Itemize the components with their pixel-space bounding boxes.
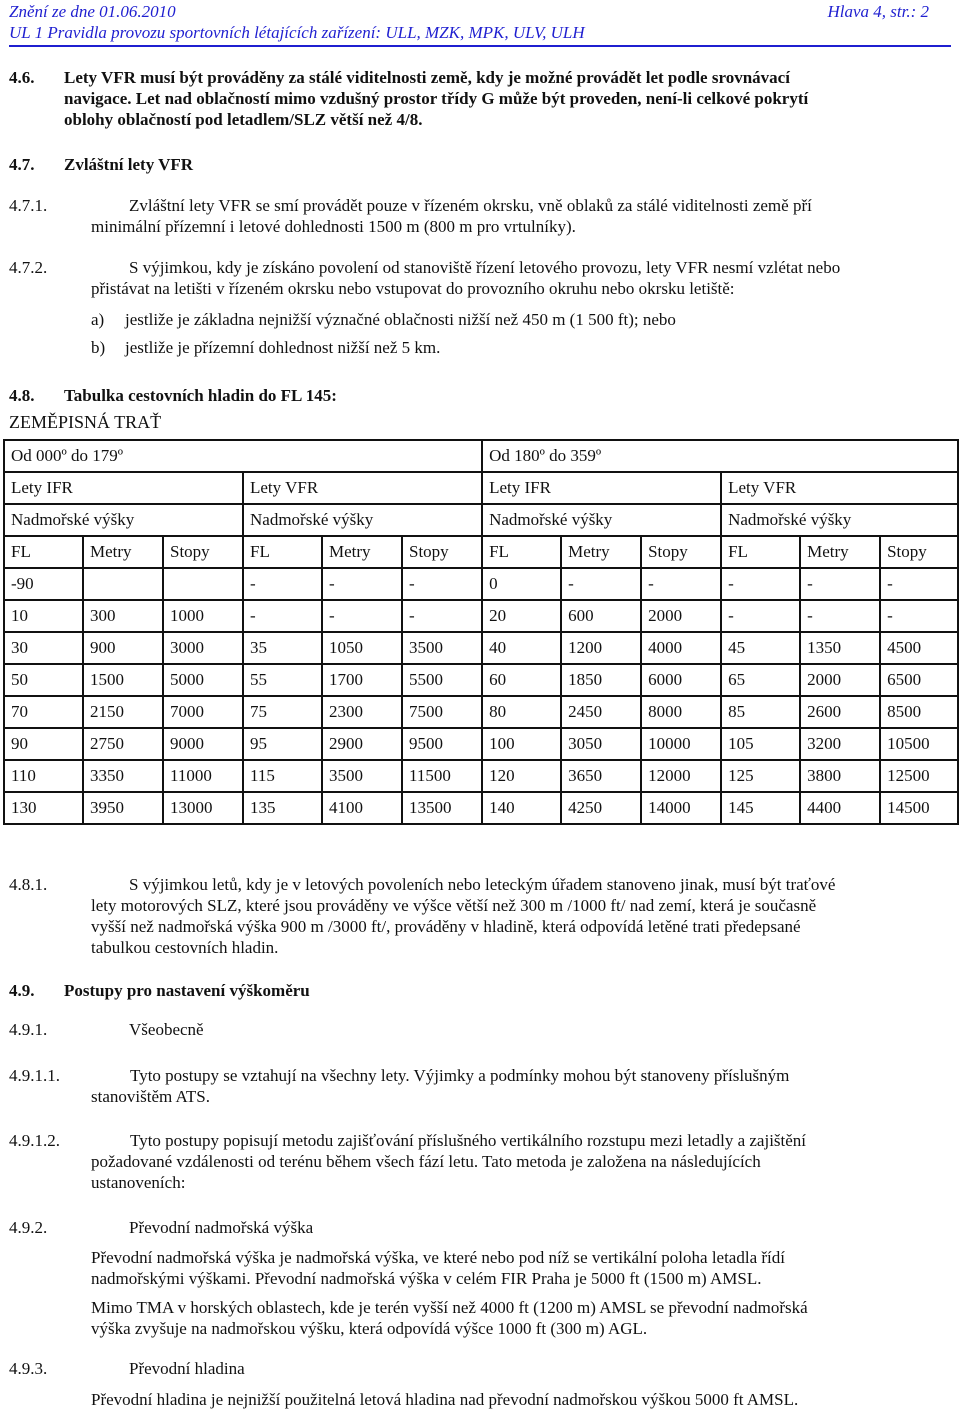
table-row [4,760,958,792]
table-body [4,568,958,824]
table-row [4,664,958,696]
table-cell: 2750 [83,728,163,760]
table-cell: 3500 [322,760,402,792]
table-cell: 8000 [641,696,721,728]
page-number: Hlava 4, str.: 2 [827,2,929,21]
list-item-a [9,309,900,330]
section-4-6-line1: Lety VFR musí být prováděny za stálé viditelnosti země, kdy je možné provádět let podle srovnávací [64,68,790,87]
table-cell: 14000 [641,792,721,824]
document-subtitle: UL 1 Pravidla provozu sportovních létajících zařízení: ULL, MZK, MPK, ULV, ULH [9,23,585,42]
table-cell: 1350 [800,632,880,664]
column-header: Metry [83,536,163,568]
column-header-row [4,536,958,568]
table-cell: 80 [482,696,561,728]
section-title: Zvláštní lety VFR [64,155,194,174]
section-4-7-1 [9,195,900,237]
column-header: Stopy [880,536,958,568]
section-4-8 [9,385,900,406]
section-4-9-2 [9,1217,900,1238]
paragraph-line: Mimo TMA v horských oblastech, kde je terén vyšší než 4000 ft (1200 m) AMSL se převodní nadmořská [91,1298,808,1317]
column-header: Metry [322,536,402,568]
table-cell: 3650 [561,760,641,792]
paragraph-line: Zvláštní lety VFR se smí provádět pouze v řízeném okrsku, vně oblaků za stálé viditelnosti země pří [129,196,812,215]
section-4-9-2-paragraph-2 [9,1297,900,1339]
table-cell: 10500 [880,728,958,760]
paragraph-line: Převodní hladina je nejnižší použitelná letová hladina nad převodní nadmořskou výškou 5000 ft AMSL. [91,1390,799,1409]
table-cell: 1050 [322,632,402,664]
section-4-9-1-1 [9,1065,900,1107]
table-cell: 50 [4,664,83,696]
table-cell: 7500 [402,696,482,728]
table-cell: 140 [482,792,561,824]
table-cell: 55 [243,664,322,696]
column-header: Metry [561,536,641,568]
section-4-9 [9,980,900,1001]
paragraph-line: Převodní nadmořská výška je nadmořská výška, ve které nebo pod níž se vertikální poloha letadla řídí [91,1248,785,1267]
table-cell: 100 [482,728,561,760]
table-cell: 6000 [641,664,721,696]
flight-type-header: Lety VFR [721,472,958,504]
table-cell: 115 [243,760,322,792]
paragraph-line: ustanoveních: [91,1173,186,1192]
section-4-9-1 [9,1019,900,1040]
table-cell: 135 [243,792,322,824]
paragraph-line: S výjimkou letů, kdy je v letových povoleních nebo leteckým úřadem stanoveno jinak, musí být traťové [129,875,836,894]
table-cell: 1700 [322,664,402,696]
table-row [4,792,958,824]
table-row [4,728,958,760]
table-cell: - [880,568,958,600]
table-cell: 9500 [402,728,482,760]
section-number: 4.8. [9,386,35,405]
table-cell: 14500 [880,792,958,824]
section-4-9-3-paragraph [9,1389,956,1410]
direction-header: Od 000º do 179º [4,440,482,472]
table-cell: - [641,568,721,600]
table-cell: 130 [4,792,83,824]
list-item-b [9,337,900,358]
section-4-9-3 [9,1358,900,1379]
table-cell: - [880,600,958,632]
table-cell: - [721,568,800,600]
table-cell: 105 [721,728,800,760]
table-row [4,504,958,536]
table-cell: 11000 [163,760,243,792]
table-cell: 7000 [163,696,243,728]
column-header: Stopy [163,536,243,568]
table-cell: 70 [4,696,83,728]
section-title: Převodní nadmořská výška [129,1218,314,1237]
table-cell: 120 [482,760,561,792]
table-cell: -90 [4,568,83,600]
section-title: Všeobecně [129,1020,204,1039]
table-cell: 3800 [800,760,880,792]
table-cell: 300 [83,600,163,632]
section-number: 4.9.1.2. [9,1131,60,1150]
flight-type-header: Lety IFR [4,472,243,504]
list-marker: b) [91,338,106,357]
table-cell: 45 [721,632,800,664]
table-cell: 10 [4,600,83,632]
table-cell: 9000 [163,728,243,760]
section-4-8-1 [9,874,900,958]
altitude-header: Nadmořské výšky [243,504,482,536]
table-cell: 85 [721,696,800,728]
table-cell: - [721,600,800,632]
paragraph-line: přistávat na letišti v řízeném okrsku nebo vstupovat do provozního okruhu nebo okrsku letiště: [91,279,735,298]
table-cell: 1200 [561,632,641,664]
table-cell: 1000 [163,600,243,632]
paragraph-line: nadmořskými výškami. Převodní nadmořská výška v celém FIR Praha je 5000 ft (1500 m) AMSL. [91,1269,762,1288]
altitude-header: Nadmořské výšky [4,504,243,536]
table-row [4,472,958,504]
flight-type-header: Lety IFR [482,472,721,504]
section-4-9-1-2 [9,1130,900,1193]
table-row [4,440,958,472]
table-row [4,632,958,664]
table-cell: 20 [482,600,561,632]
table-cell: 2300 [322,696,402,728]
table-cell: 2600 [800,696,880,728]
paragraph-line: lety motorových SLZ, které jsou prováděny ve výšce větší než 300 m /1000 ft/ nad zemí, která je současně [91,896,817,915]
paragraph-line: výška zvyšuje na nadmořskou výšku, která odpovídá výšce 1000 ft (300 m) AGL. [91,1319,648,1338]
table-cell: - [243,568,322,600]
table-cell: 145 [721,792,800,824]
table-cell: 900 [83,632,163,664]
section-4-6-line3: oblohy oblačností pod letadlem/SLZ větší než 4/8. [64,110,423,129]
section-4-9-2-paragraph-1 [9,1247,900,1289]
table-cell: 35 [243,632,322,664]
table-cell: - [402,568,482,600]
table-cell: 2000 [800,664,880,696]
table-cell: 12000 [641,760,721,792]
section-title: Převodní hladina [129,1359,245,1378]
table-cell: 110 [4,760,83,792]
table-cell: 8500 [880,696,958,728]
table-cell: 3500 [402,632,482,664]
table-cell: 6500 [880,664,958,696]
list-text: jestliže je základna nejnižší význačné oblačnosti nižší než 450 m (1 500 ft); nebo [125,310,676,329]
section-number: 4.6. [9,68,35,87]
table-cell: 3950 [83,792,163,824]
table-cell: 2150 [83,696,163,728]
table-cell: 600 [561,600,641,632]
section-4-6-line2: navigace. Let nad oblačností mimo vzdušný prostor třídy G může být proveden, není-li celkové pokrytí [64,89,809,108]
table-row [4,600,958,632]
column-header: Stopy [402,536,482,568]
table-cell: 90 [4,728,83,760]
cruising-levels-table [3,439,959,825]
section-number: 4.9.2. [9,1218,48,1237]
section-number: 4.9.1. [9,1020,48,1039]
table-caption: ZEMĚPISNÁ TRAŤ [9,412,162,432]
table-cell: 4400 [800,792,880,824]
table-cell: 1500 [83,664,163,696]
table-cell: - [561,568,641,600]
table-cell: 13500 [402,792,482,824]
table-row [4,696,958,728]
table-cell: 75 [243,696,322,728]
table-row [4,568,958,600]
column-header: FL [482,536,561,568]
flight-type-header: Lety VFR [243,472,482,504]
paragraph-line: Tyto postupy popisují metodu zajišťování příslušného vertikálního rozstupu mezi letadly a zajištění [130,1131,807,1150]
table-cell: - [243,600,322,632]
table-cell: 3050 [561,728,641,760]
paragraph-line: stanovištěm ATS. [91,1087,211,1106]
table-cell: - [322,600,402,632]
paragraph-line: Tyto postupy se vztahují na všechny lety. Výjimky a podmínky mohou být stanoveny příslušným [130,1066,790,1085]
section-4-6 [9,67,900,130]
table-cell: 125 [721,760,800,792]
table-cell: - [402,600,482,632]
section-number: 4.9. [9,981,35,1000]
revision-date: Znění ze dne 01.06.2010 [9,2,176,21]
altitude-header: Nadmořské výšky [482,504,721,536]
list-marker: a) [91,310,105,329]
table-cell [83,568,163,600]
table-cell: 65 [721,664,800,696]
table-cell: 40 [482,632,561,664]
paragraph-line: minimální přízemní i letové dohlednosti 1500 m (800 m pro vrtulníky). [91,217,576,236]
column-header: FL [4,536,83,568]
table-cell: 2450 [561,696,641,728]
table-cell: 10000 [641,728,721,760]
direction-header: Od 180º do 359º [482,440,958,472]
table-cell: 12500 [880,760,958,792]
page-header [9,2,951,22]
section-number: 4.8.1. [9,875,48,894]
table-cell: 5000 [163,664,243,696]
table-cell: 3350 [83,760,163,792]
table-cell: 4250 [561,792,641,824]
section-number: 4.9.3. [9,1359,48,1378]
table-cell: - [322,568,402,600]
section-number: 4.7. [9,155,35,174]
header-rule [9,45,951,47]
section-number: 4.7.1. [9,196,48,215]
column-header: FL [721,536,800,568]
section-4-7-2 [9,257,900,299]
table-cell: 5500 [402,664,482,696]
paragraph-line: S výjimkou, kdy je získáno povolení od stanoviště řízení letového provozu, lety VFR nesmí vzlétat nebo [129,258,841,277]
table-cell: 1850 [561,664,641,696]
table-cell: 2900 [322,728,402,760]
table-cell: 30 [4,632,83,664]
altitude-header: Nadmořské výšky [721,504,958,536]
paragraph-line: požadované vzdálenosti od terénu během všech fází letu. Tato metoda je založena na následujících [91,1152,761,1171]
section-4-7 [9,154,900,175]
table-cell: 60 [482,664,561,696]
table-cell: 11500 [402,760,482,792]
list-text: jestliže je přízemní dohlednost nižší než 5 km. [125,338,441,357]
section-title: Tabulka cestovních hladin do FL 145: [64,386,337,405]
paragraph-line: tabulkou cestovních hladin. [91,938,279,957]
column-header: Metry [800,536,880,568]
table-cell: 4100 [322,792,402,824]
table-cell: 3000 [163,632,243,664]
table-cell: 4500 [880,632,958,664]
table-cell: - [800,568,880,600]
paragraph-line: vyšší než nadmořská výška 900 m /3000 ft/, prováděny v hladině, která odpovídá letěné trati předepsané [91,917,801,936]
section-number: 4.7.2. [9,258,48,277]
table-cell: - [800,600,880,632]
section-title: Postupy pro nastavení výškoměru [64,981,310,1000]
section-number: 4.9.1.1. [9,1066,60,1085]
column-header: Stopy [641,536,721,568]
table-cell: 4000 [641,632,721,664]
table-cell: 13000 [163,792,243,824]
table-cell: 95 [243,728,322,760]
table-cell [163,568,243,600]
column-header: FL [243,536,322,568]
table-cell: 3200 [800,728,880,760]
table-cell: 2000 [641,600,721,632]
table-cell: 0 [482,568,561,600]
